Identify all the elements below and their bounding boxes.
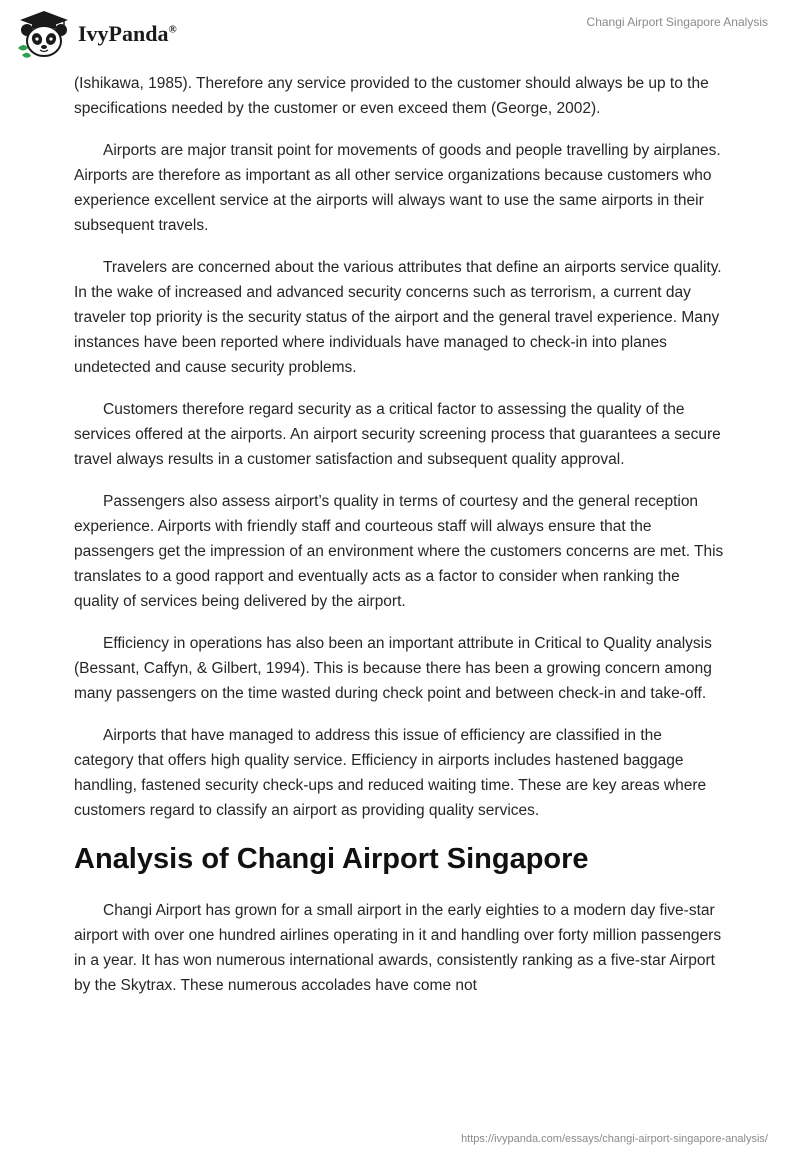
source-url-link[interactable]: https://ivypanda.com/essays/changi-airport-singapore-analysis/ (461, 1133, 768, 1145)
paragraph: Travelers are concerned about the various attributes that define an airports service quality. In the wake of increased and advanced security concerns such as terrorism, a current day traveler top priority is the security status of the airport and the general travel experience. Many instances have been reported where individuals have managed to check-in into planes undetected and cause security problems. (74, 259, 722, 376)
paragraph: Airports that have managed to address this issue of efficiency are classified in the category that offers high quality service. Efficiency in airports includes hastened baggage handling, fastened security check-ups and reduced waiting time. These are key areas where customers regard to classify an airport as providing quality services. (74, 727, 707, 819)
essay-body (74, 71, 724, 1015)
paragraph: Efficiency in operations has also been an important attribute in Critical to Quality analysis (Bessant, Caffyn, & Gilbert, 1994). This is because there has been a growing concern among many passengers on the time wasted during check point and between check-in and take-off. (74, 635, 712, 702)
logo-text: IvyPanda® (78, 21, 177, 46)
section-heading: Analysis of Changi Airport Singapore (74, 843, 589, 875)
paragraph: Changi Airport has grown for a small airport in the early eighties to a modern day five-star airport with over one hundred airlines operating in it and handling over forty million passengers in a year. It has won numerous international awards, consistently ranking as a five-star Airport by the Skytrax. These numerous accolades have come not (74, 902, 722, 994)
page-header (0, 0, 800, 70)
ivypanda-logo[interactable] (14, 8, 204, 60)
paragraph: Customers therefore regard security as a critical factor to assessing the quality of the services offered at the airports. An airport security screening process that guarantees a secure travel always results in a customer satisfaction and subsequent quality approval. (74, 401, 721, 468)
paragraph-continuation: (Ishikawa, 1985). Therefore any service provided to the customer should always be up to the specifications needed by the customer or even exceed them (George, 2002). (74, 75, 709, 117)
panda-graduate-icon (14, 8, 70, 60)
document-title: Changi Airport Singapore Analysis (586, 15, 768, 29)
paragraph: Passengers also assess airport’s quality in terms of courtesy and the general reception experience. Airports with friendly staff and courteous staff will always ensure that the passengers get the impression of an environment where the customers concerns are met. This translates to a good rapport and eventually acts as a factor to consider when ranking the quality of services being delivered by the airport. (74, 493, 724, 610)
paragraph: Airports are major transit point for movements of goods and people travelling by airplanes. Airports are therefore as important as all other service organizations because customers who experience excellent service at the airports will always want to use the same airports in their subsequent travels. (74, 142, 721, 234)
